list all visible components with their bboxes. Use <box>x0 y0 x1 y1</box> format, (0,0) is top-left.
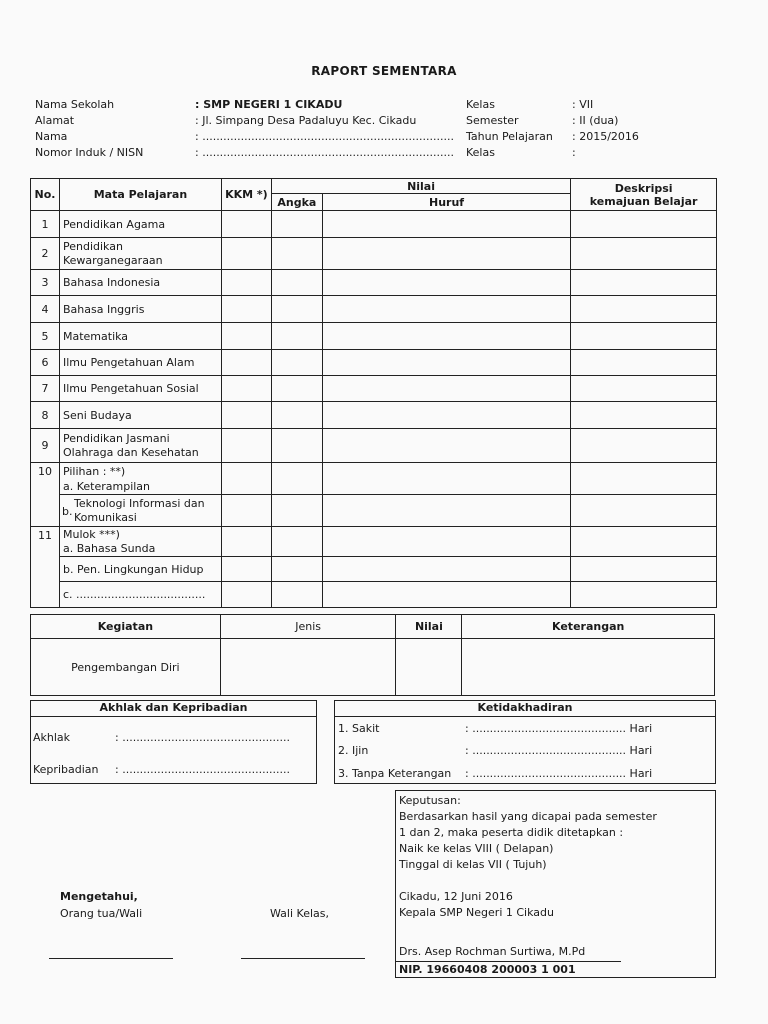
deskripsi-cell[interactable] <box>571 323 717 350</box>
col-deskripsi <box>571 179 717 211</box>
tanpa-keterangan-label: 3. Tanpa Keterangan <box>338 767 452 780</box>
info-label: Nomor Induk / NISN <box>35 146 144 159</box>
absence-box <box>334 700 716 784</box>
mulok-item-a: a. Bahasa Sunda <box>62 542 156 555</box>
kkm-cell[interactable] <box>221 296 271 323</box>
kkm-cell[interactable] <box>221 270 271 296</box>
col-kegiatan: Kegiatan <box>31 615 221 639</box>
info-label: Semester <box>466 114 519 127</box>
huruf-cell[interactable] <box>322 296 570 323</box>
info-label: Alamat <box>35 114 75 127</box>
absence-heading: Ketidakhadiran <box>335 701 715 717</box>
deskripsi-cell[interactable] <box>571 296 717 323</box>
table-row <box>31 527 717 557</box>
kkm-cell[interactable] <box>221 557 271 582</box>
col-no: No. <box>31 179 60 211</box>
decision-line: 1 dan 2, maka peserta didik ditetapkan : <box>399 826 624 839</box>
huruf-cell[interactable] <box>322 527 570 557</box>
deskripsi-line-2: kemajuan Belajar <box>589 194 698 208</box>
student-info-left <box>35 97 454 161</box>
mulok-item-c: c. ..................................... <box>59 582 221 608</box>
col-keterangan: Keterangan <box>462 615 715 639</box>
decision-line: Tinggal di kelas VII ( Tujuh) <box>399 858 547 871</box>
huruf-cell[interactable] <box>322 323 570 350</box>
akhlak-value[interactable]: : ................................................ <box>115 731 291 744</box>
table-row <box>31 270 717 296</box>
jenis-cell[interactable] <box>220 639 396 696</box>
row-no: 10 <box>31 463 60 527</box>
col-jenis: Jenis <box>220 615 396 639</box>
homeroom-signature-line <box>241 958 365 959</box>
huruf-cell[interactable] <box>322 350 570 376</box>
mulok-heading: Mulok ***) <box>62 528 120 541</box>
pilihan-cell <box>59 463 221 495</box>
ijin-value[interactable]: : ............................................ Hari <box>465 744 653 757</box>
angka-cell[interactable] <box>271 323 322 350</box>
angka-cell[interactable] <box>271 527 322 557</box>
pilihan-item-b: Teknologi Informasi dan Komunikasi <box>73 496 205 524</box>
decision-line: Naik ke kelas VIII ( Delapan) <box>399 842 554 855</box>
kkm-cell[interactable] <box>221 376 271 402</box>
row-subject: Bahasa Indonesia <box>59 270 221 296</box>
school-name: : SMP NEGERI 1 CIKADU <box>195 98 343 111</box>
mengetahui-label: Mengetahui, <box>60 890 138 903</box>
huruf-cell[interactable] <box>322 429 570 463</box>
deskripsi-cell[interactable] <box>571 350 717 376</box>
col-kkm: KKM *) <box>221 179 271 211</box>
info-label: Kelas <box>466 146 495 159</box>
angka-cell[interactable] <box>271 495 322 527</box>
row-no: 7 <box>31 376 60 402</box>
deskripsi-cell[interactable] <box>571 582 717 608</box>
keterangan-cell[interactable] <box>462 639 715 696</box>
deskripsi-cell[interactable] <box>571 557 717 582</box>
kkm-cell[interactable] <box>221 463 271 495</box>
pilihan-item-b-label: b. <box>61 505 73 518</box>
principal-name: Drs. Asep Rochman Surtiwa, M.Pd <box>399 945 586 958</box>
tanpa-keterangan-value[interactable]: : ............................................ Hari <box>465 767 653 780</box>
kkm-cell[interactable] <box>221 527 271 557</box>
angka-cell[interactable] <box>271 350 322 376</box>
akhlak-heading: Akhlak dan Kepribadian <box>31 701 316 717</box>
huruf-cell[interactable] <box>322 495 570 527</box>
decision-line: Berdasarkan hasil yang dicapai pada semester <box>399 810 657 823</box>
info-label: Nama <box>35 130 68 143</box>
kkm-cell[interactable] <box>221 582 271 608</box>
deskripsi-cell[interactable] <box>571 463 717 495</box>
student-nisn: : ........................................................................ <box>195 146 454 159</box>
ijin-label: 2. Ijin <box>338 744 369 757</box>
row-subject: Ilmu Pengetahuan Sosial <box>59 376 221 402</box>
sakit-value[interactable]: : ............................................ Hari <box>465 722 653 735</box>
school-year-value: : 2015/2016 <box>572 130 639 143</box>
kkm-cell[interactable] <box>221 323 271 350</box>
table-row <box>31 402 717 429</box>
angka-cell[interactable] <box>271 582 322 608</box>
deskripsi-cell[interactable] <box>571 238 717 270</box>
row-no: 6 <box>31 350 60 376</box>
decision-text <box>399 793 657 873</box>
table-row <box>31 429 717 463</box>
deskripsi-line-1: Deskripsi <box>614 181 673 195</box>
deskripsi-cell[interactable] <box>571 429 717 463</box>
deskripsi-cell[interactable] <box>571 270 717 296</box>
pilihan-item-a: a. Keterampilan <box>62 480 151 493</box>
col-subject: Mata Pelajaran <box>59 179 221 211</box>
info-label: Kelas <box>466 98 495 111</box>
table-row <box>31 376 717 402</box>
row-subject: Bahasa Inggris <box>59 296 221 323</box>
table-row <box>31 582 717 608</box>
parent-label: Orang tua/Wali <box>60 907 143 920</box>
deskripsi-cell[interactable] <box>571 495 717 527</box>
row-subject: Matematika <box>59 323 221 350</box>
angka-cell[interactable] <box>271 270 322 296</box>
huruf-cell[interactable] <box>322 211 570 238</box>
nilai-cell[interactable] <box>396 639 462 696</box>
row-subject: Ilmu Pengetahuan Alam <box>59 350 221 376</box>
student-info-right <box>466 97 639 161</box>
row-no: 9 <box>31 429 60 463</box>
row-subject: Pendidikan Agama <box>59 211 221 238</box>
kkm-cell[interactable] <box>221 350 271 376</box>
homeroom-label: Wali Kelas, <box>270 907 329 920</box>
mulok-item-b: b. Pen. Lingkungan Hidup <box>59 557 221 582</box>
kkm-cell[interactable] <box>221 211 271 238</box>
kepribadian-label: Kepribadian <box>33 763 99 776</box>
pilihan-heading: Pilihan : **) <box>62 465 126 478</box>
deskripsi-cell[interactable] <box>571 376 717 402</box>
table-row <box>31 211 717 238</box>
angka-cell[interactable] <box>271 557 322 582</box>
row-subject: Pendidikan Kewarganegaraan <box>59 238 221 270</box>
huruf-cell[interactable] <box>322 376 570 402</box>
huruf-cell[interactable] <box>322 270 570 296</box>
col-nilai: Nilai <box>271 179 570 194</box>
principal-position: Kepala SMP Negeri 1 Cikadu <box>399 906 554 919</box>
sakit-label: 1. Sakit <box>338 722 380 735</box>
table-row <box>31 296 717 323</box>
grades-table <box>30 178 717 608</box>
decision-line: Keputusan: <box>399 794 461 807</box>
principal-signature-line <box>396 961 621 962</box>
col-huruf: Huruf <box>322 194 570 211</box>
huruf-cell[interactable] <box>322 463 570 495</box>
angka-cell[interactable] <box>271 402 322 429</box>
class-value-2: : <box>572 146 576 159</box>
class-value: : VII <box>572 98 594 111</box>
table-row <box>31 238 717 270</box>
table-row <box>31 323 717 350</box>
angka-cell[interactable] <box>271 376 322 402</box>
decision-box <box>395 790 716 978</box>
place-date: Cikadu, 12 Juni 2016 <box>399 890 513 903</box>
row-no: 11 <box>31 527 60 608</box>
school-address: : Jl. Simpang Desa Padaluyu Kec. Cikadu <box>195 114 417 127</box>
kkm-cell[interactable] <box>221 429 271 463</box>
page-title: RAPORT SEMENTARA <box>311 64 457 78</box>
col-angka: Angka <box>271 194 322 211</box>
huruf-cell[interactable] <box>322 238 570 270</box>
kepribadian-value[interactable]: : ................................................ <box>115 763 291 776</box>
kkm-cell[interactable] <box>221 238 271 270</box>
mulok-cell <box>59 527 221 557</box>
angka-cell[interactable] <box>271 463 322 495</box>
row-no: 2 <box>31 238 60 270</box>
parent-signature-line <box>49 958 173 959</box>
info-label: Nama Sekolah <box>35 98 115 111</box>
row-no: 5 <box>31 323 60 350</box>
pilihan-item-b-cell <box>59 495 221 527</box>
angka-cell[interactable] <box>271 429 322 463</box>
row-no: 1 <box>31 211 60 238</box>
table-row <box>31 463 717 495</box>
row-no: 3 <box>31 270 60 296</box>
row-no: 4 <box>31 296 60 323</box>
akhlak-label: Akhlak <box>33 731 71 744</box>
col-nilai: Nilai <box>396 615 462 639</box>
deskripsi-cell[interactable] <box>571 527 717 557</box>
angka-cell[interactable] <box>271 296 322 323</box>
row-no: 8 <box>31 402 60 429</box>
row-subject: Pendidikan Jasmani Olahraga dan Kesehatan <box>59 429 221 463</box>
table-row <box>31 495 717 527</box>
activity-name: Pengembangan Diri <box>31 639 221 696</box>
kkm-cell[interactable] <box>221 402 271 429</box>
huruf-cell[interactable] <box>322 582 570 608</box>
huruf-cell[interactable] <box>322 557 570 582</box>
table-row <box>31 557 717 582</box>
row-subject: Seni Budaya <box>59 402 221 429</box>
huruf-cell[interactable] <box>322 402 570 429</box>
semester-value: : II (dua) <box>572 114 619 127</box>
student-name: : ........................................................................ <box>195 130 454 143</box>
table-row <box>31 350 717 376</box>
activities-table <box>30 614 715 696</box>
principal-nip: NIP. 19660408 200003 1 001 <box>399 963 576 976</box>
kkm-cell[interactable] <box>221 495 271 527</box>
angka-cell[interactable] <box>271 211 322 238</box>
akhlak-box <box>30 700 317 784</box>
info-label: Tahun Pelajaran <box>466 130 553 143</box>
deskripsi-cell[interactable] <box>571 211 717 238</box>
deskripsi-cell[interactable] <box>571 402 717 429</box>
angka-cell[interactable] <box>271 238 322 270</box>
